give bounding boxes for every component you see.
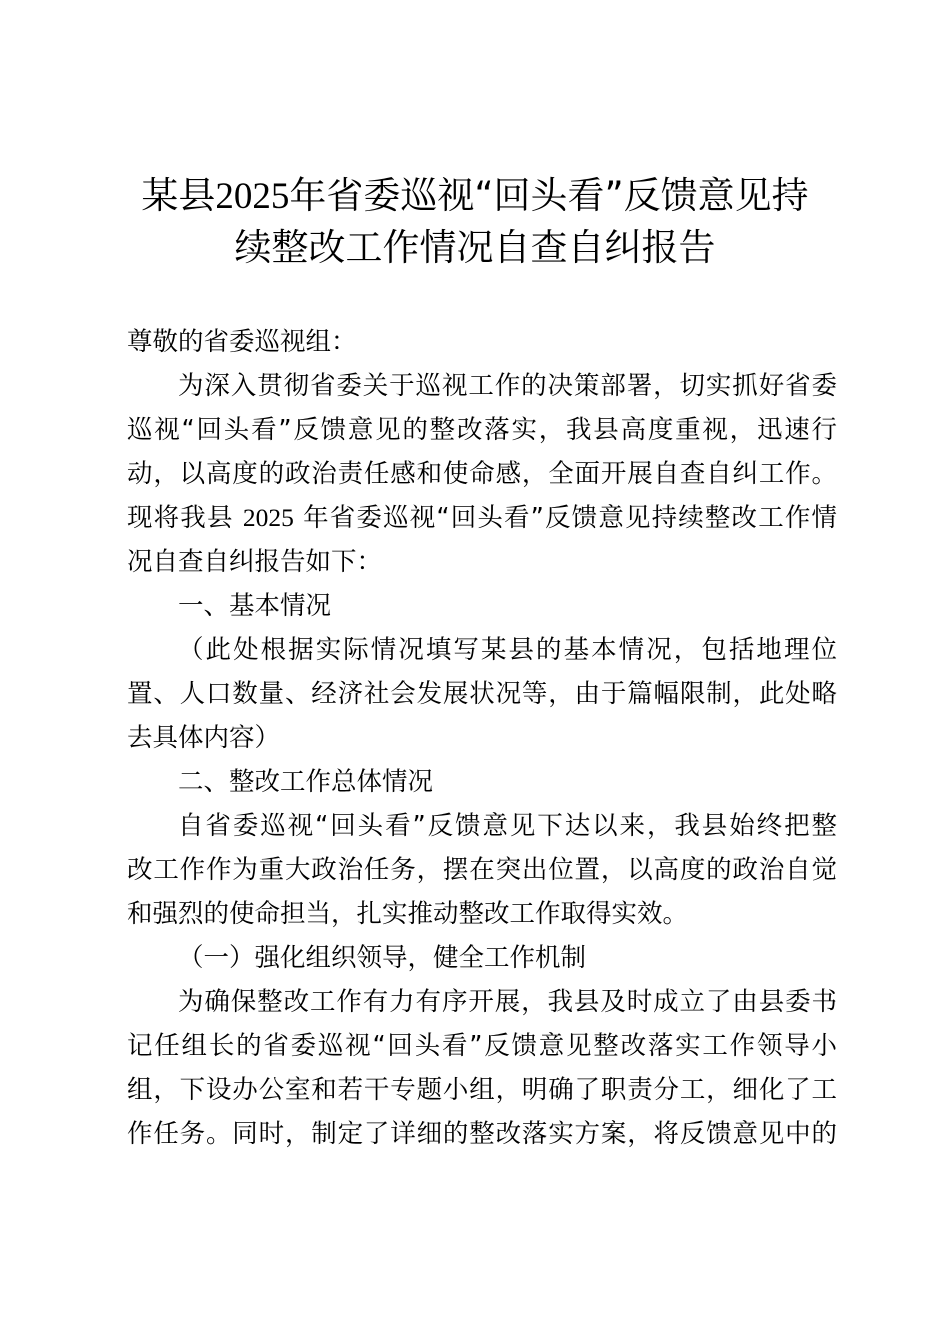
paragraph-line: 记任组长的省委巡视“回头看”反馈意见整改落实工作领导小 <box>127 1031 837 1061</box>
title-text: 年省委巡视“回头看”反馈意见持 <box>289 174 809 217</box>
salutation: 尊敬的省委巡视组： <box>127 327 357 357</box>
paragraph-line: 改工作作为重大政治任务，摆在突出位置，以高度的政治自觉 <box>127 855 837 885</box>
title-year: 2025 <box>215 176 290 217</box>
paragraph-line: 和强烈的使命担当，扎实推动整改工作取得实效。 <box>127 899 689 929</box>
paragraph-line: 现将我县 2025 年省委巡视“回头看”反馈意见持续整改工作情 <box>127 503 837 533</box>
paragraph-line: 自省委巡视“回头看”反馈意见下达以来，我县始终把整 <box>178 811 837 841</box>
paragraph-line: （此处根据实际情况填写某县的基本情况，包括地理位 <box>178 635 837 665</box>
paragraph-line: 作任务。同时，制定了详细的整改落实方案，将反馈意见中的 <box>127 1119 837 1149</box>
section-heading-1: 一、基本情况 <box>178 591 332 621</box>
section-heading-2: 二、整改工作总体情况 <box>178 767 434 797</box>
title-text: 某县 <box>141 174 216 217</box>
paragraph-line: 为深入贯彻省委关于巡视工作的决策部署，切实抓好省委 <box>178 371 837 401</box>
document-title-line-2: 续整改工作情况自查自纠报告 <box>234 226 716 269</box>
paragraph-line: 为确保整改工作有力有序开展，我县及时成立了由县委书 <box>178 987 837 1017</box>
paragraph-line: 动，以高度的政治责任感和使命感，全面开展自查自纠工作。 <box>127 459 837 489</box>
paragraph-line: 况自查自纠报告如下： <box>127 547 383 577</box>
subsection-heading-1: （一）强化组织领导，健全工作机制 <box>178 943 587 973</box>
paragraph-line: 组，下设办公室和若干专题小组，明确了职责分工，细化了工 <box>127 1075 837 1105</box>
paragraph-line: 巡视“回头看”反馈意见的整改落实，我县高度重视，迅速行 <box>127 415 837 445</box>
paragraph-line: 置、人口数量、经济社会发展状况等，由于篇幅限制，此处略 <box>127 679 837 709</box>
paragraph-line: 去具体内容） <box>127 723 281 753</box>
document-title-line-1 <box>100 170 850 223</box>
